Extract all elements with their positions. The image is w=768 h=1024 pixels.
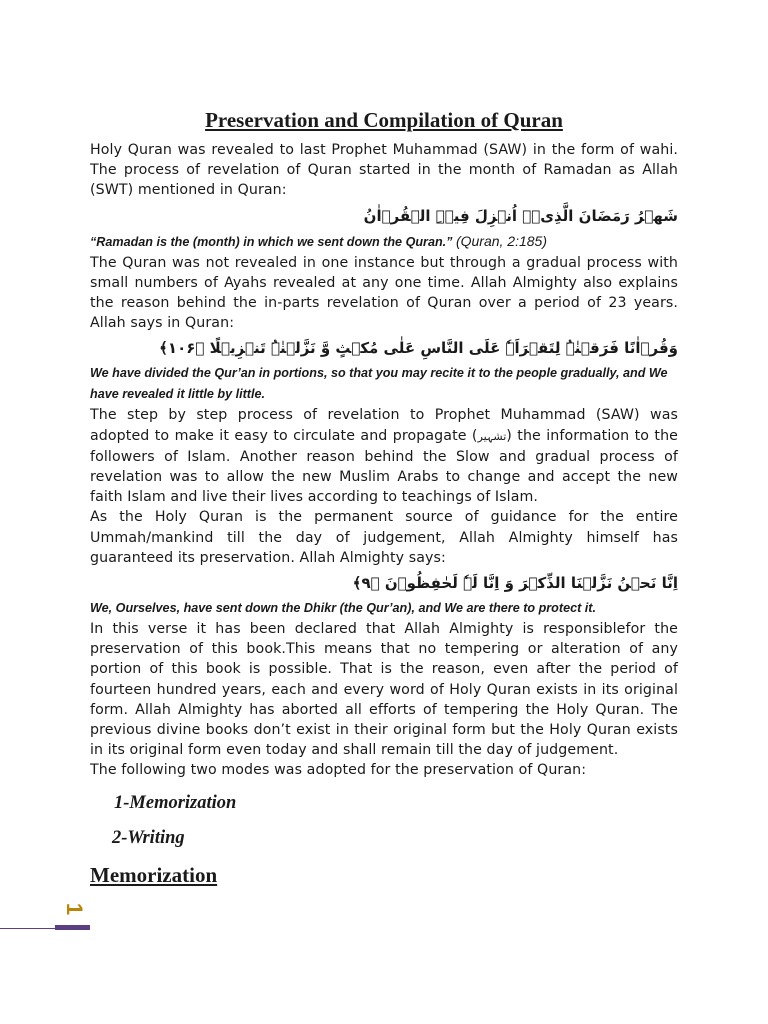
section-heading-memorization: Memorization xyxy=(90,862,218,887)
paragraph-gradual-revelation: The Quran was not revealed in one instance but through a gradual process with small numbers of Ayahs revealed at any one time. Allah Almighty also explains the reason behind the in-parts revelation of Quran over a period of 23 years. Allah says in Quran: xyxy=(90,254,678,332)
translation-quote-3: We, Ourselves, have sent down the Dhikr (the Qur’an), and We are there to protect it. xyxy=(90,601,596,616)
footer-accent-bar xyxy=(55,925,90,930)
page-title: Preservation and Compilation of Quran xyxy=(205,108,563,132)
paragraph-modes-intro: The following two modes was adopted for the preservation of Quran: xyxy=(90,762,587,779)
mode-writing: 2-Writing xyxy=(112,827,185,848)
para3-text-end: ) the information to the followers of Islam. Another reason behind the Slow and gradual process of revelation was to allow the new Muslim Arabs to change and accept the new faith Islam and live their lives according to teachings of Islam. xyxy=(90,427,679,506)
paragraph-step-by-step xyxy=(90,405,678,507)
quote-reference-1: (Quran, 2:185) xyxy=(455,232,548,249)
mode-memorization: 1-Memorization xyxy=(114,792,237,813)
arabic-verse-1: شَهۡرُ رَمَضَانَ الَّذِیۡۤ اُنۡزِلَ فِیۡہِ الۡقُرۡاٰنُ xyxy=(363,206,678,225)
paragraph-verse-explanation: In this verse it has been declared that Allah Almighty is responsiblefor the preservation of this book.This means that no tempering or alteration of any portion of this book is possible. That is the reason, even after the period of fourteen hundred years, each and every word of Holy Quran exists in its original form. Allah Almighty has aborted all efforts of tempering the Holy Quran. The previous divine books don’t exist in their original form but the Holy Quran exists in its original form even today and shall remain till the day of judgement. xyxy=(90,621,678,759)
translation-quote-2: We have divided the Qur’an in portions, so that you may recite it to the people gradually, and We have revealed it little by little. xyxy=(90,366,668,402)
para3-text-start: The step by step process of revelation to Prophet Muhammad (SAW) was adopted to make it easy to circulate and propagate ( xyxy=(90,407,678,444)
page-number: 1 xyxy=(62,902,87,916)
arabic-verse-2: وَقُرۡاٰنًا فَرَقۡنٰہُ لِتَقۡرَاَہٗ عَلَی النَّاسِ عَلٰی مُکۡثٍ وَّ نَزَّلۡنٰہُ تَنۡزِیۡلًا ﴿۱۰۶﴾ xyxy=(159,339,678,358)
paragraph-guidance: As the Holy Quran is the permanent source of guidance for the entire Ummah/mankind till the day of judgement, Allah Almighty himself has guaranteed its preservation. Allah Almighty says: xyxy=(90,509,678,566)
paragraph-intro: Holy Quran was revealed to last Prophet Muhammad (SAW) in the form of wahi. The process of revelation of Quran started in the month of Ramadan as Allah (SWT) mentioned in Quran: xyxy=(90,142,678,199)
arabic-verse-3: اِنَّا نَحۡنُ نَزَّلۡنَا الذِّکۡرَ وَ اِنَّا لَہٗ لَحٰفِظُوۡنَ ﴿۹﴾ xyxy=(352,574,678,593)
document-page xyxy=(90,106,678,889)
quote-text-1: “Ramadan is the (month) in which we sent down the Quran.” xyxy=(90,234,453,249)
urdu-word: تشہیر xyxy=(477,429,507,443)
translation-quote-1 xyxy=(90,231,678,253)
